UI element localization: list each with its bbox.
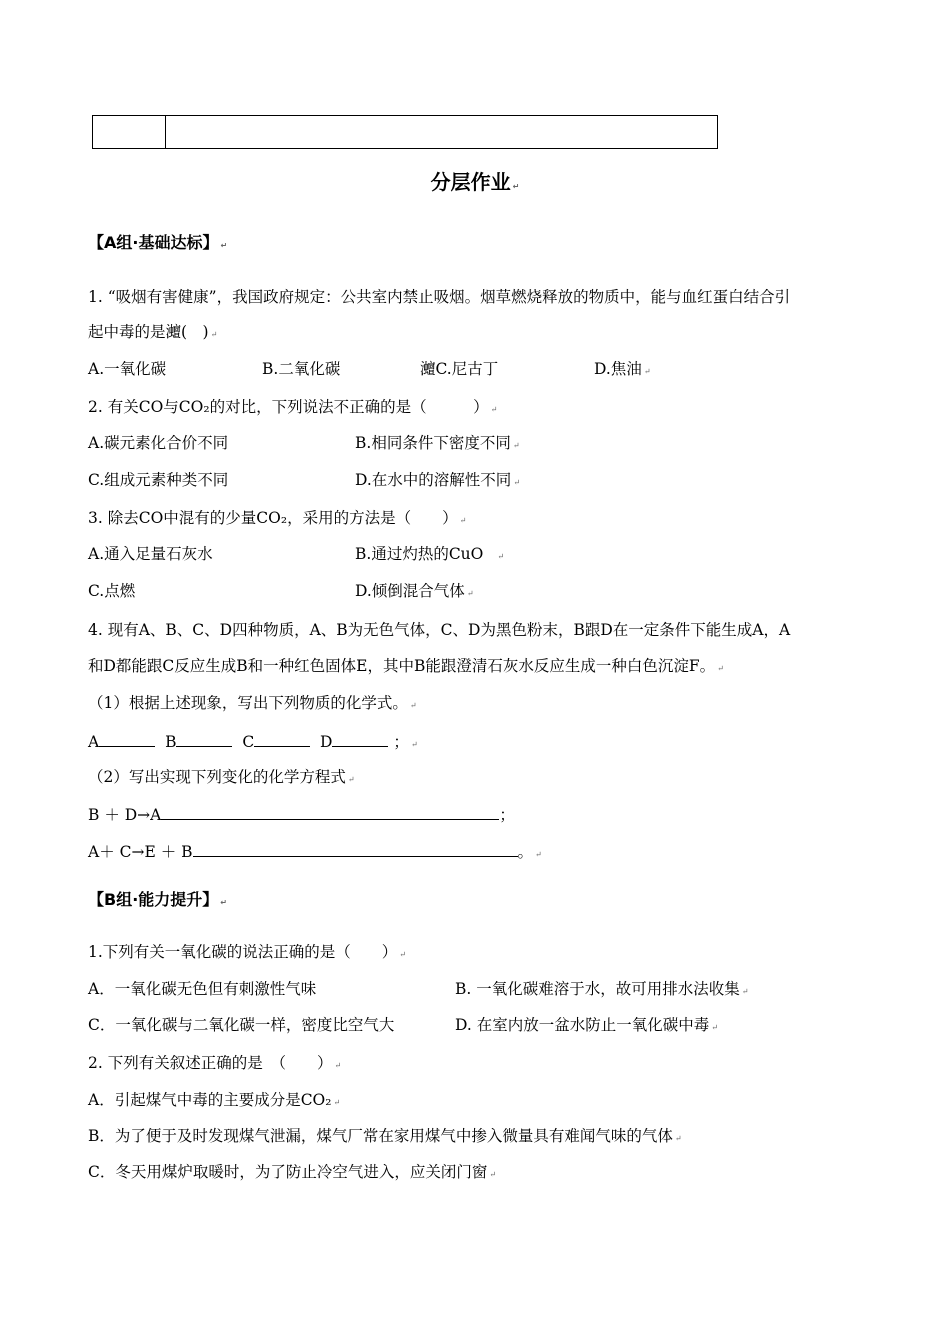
blank-b	[176, 730, 232, 747]
b-q1-option-d: D. 在室内放一盆水防止一氧化碳中毒 ↵	[455, 1016, 718, 1034]
a-q3-option-d: D.倾倒混合气体 ↵	[355, 582, 474, 600]
a-q4-line2: 和D都能跟C反应生成B和一种红色固体E，其中B能跟澄清石灰水反应生成一种白色沉淀F。 ↵	[88, 657, 724, 675]
a-q2-stem: 2. 有关CO与CO₂的对比，下列说法不正确的是（ ） ↵	[88, 398, 498, 416]
a-q4-line1: 4. 现有A、B、C、D四种物质，A、B为无色气体，C、D为黑色粉末，B跟D在一定条件下能生成A，A	[88, 621, 791, 639]
blank-d	[332, 730, 388, 747]
a-q1-line1: 1. “吸烟有害健康”，我国政府规定：公共室内禁止吸烟。烟草燃烧释放的物质中，能与血红蛋白结合引	[88, 288, 791, 306]
b-q1-option-c: C．一氧化碳与二氧化碳一样，密度比空气大	[88, 1016, 395, 1034]
b-q1-option-a: A．一氧化碳无色但有刺激性气味	[88, 980, 317, 998]
a-q1-line2: 起中毒的是灗( ) ↵	[88, 323, 218, 341]
a-q3-option-b: B.通过灼热的CuO ↵	[355, 545, 505, 563]
b-q1-option-b: B. 一氧化碳难溶于水，故可用排水法收集 ↵	[455, 980, 749, 998]
a-q2-option-d: D.在水中的溶解性不同 ↵	[355, 471, 521, 489]
a-q1-option-a: A.一氧化碳	[88, 360, 167, 378]
a-q4-sub1: （1）根据上述现象，写出下列物质的化学式。 ↵	[88, 694, 417, 712]
b-q1-stem: 1.下列有关一氧化碳的说法正确的是（ ） ↵	[88, 943, 406, 961]
a-q4-formula-blanks: A B C D ； ↵	[88, 730, 418, 756]
blank-a	[99, 730, 155, 747]
b-q2-option-c: C．冬天用煤炉取暖时，为了防止冷空气进入，应关闭门窗 ↵	[88, 1163, 497, 1181]
blank-eq2	[193, 840, 518, 857]
a-q1-option-b: B.二氧化碳	[262, 360, 341, 378]
page-title: 分层作业 ↵	[430, 170, 520, 194]
section-b-heading: 【B组·能力提升】 ↵	[88, 890, 227, 909]
a-q3-stem: 3. 除去CO中混有的少量CO₂，采用的方法是（ ） ↵	[88, 509, 467, 527]
a-q2-option-c: C.组成元素种类不同	[88, 471, 229, 489]
a-q1-option-d: D.焦油 ↵	[594, 360, 651, 378]
b-q2-option-b: B．为了便于及时发现煤气泄漏，煤气厂常在家用煤气中掺入微量具有难闻气味的气体 ↵	[88, 1127, 682, 1145]
section-a-heading: 【A组·基础达标】 ↵	[88, 233, 228, 252]
a-q1-option-c: 灗C.尼古丁	[420, 360, 499, 378]
b-q2-option-a: A．引起煤气中毒的主要成分是CO₂ ↵	[88, 1091, 341, 1109]
a-q4-eq1: B ＋ D→A ；	[88, 803, 515, 826]
header-table-cell-1	[93, 116, 166, 148]
b-q2-stem: 2. 下列有关叙述正确的是 （ ） ↵	[88, 1054, 342, 1072]
a-q2-option-a: A.碳元素化合价不同	[88, 434, 229, 452]
header-table-cell-2	[166, 116, 717, 148]
a-q4-sub2: （2）写出实现下列变化的化学方程式 ↵	[88, 768, 355, 786]
blank-eq1	[161, 803, 499, 820]
a-q3-option-a: A.通入足量石灰水	[88, 545, 213, 563]
header-table	[92, 115, 718, 149]
a-q3-option-c: C.点燃	[88, 582, 136, 600]
a-q4-eq2: A＋ C→E ＋ B 。 ↵	[88, 840, 542, 866]
blank-c	[254, 730, 310, 747]
a-q2-option-b: B.相同条件下密度不同 ↵	[355, 434, 520, 452]
